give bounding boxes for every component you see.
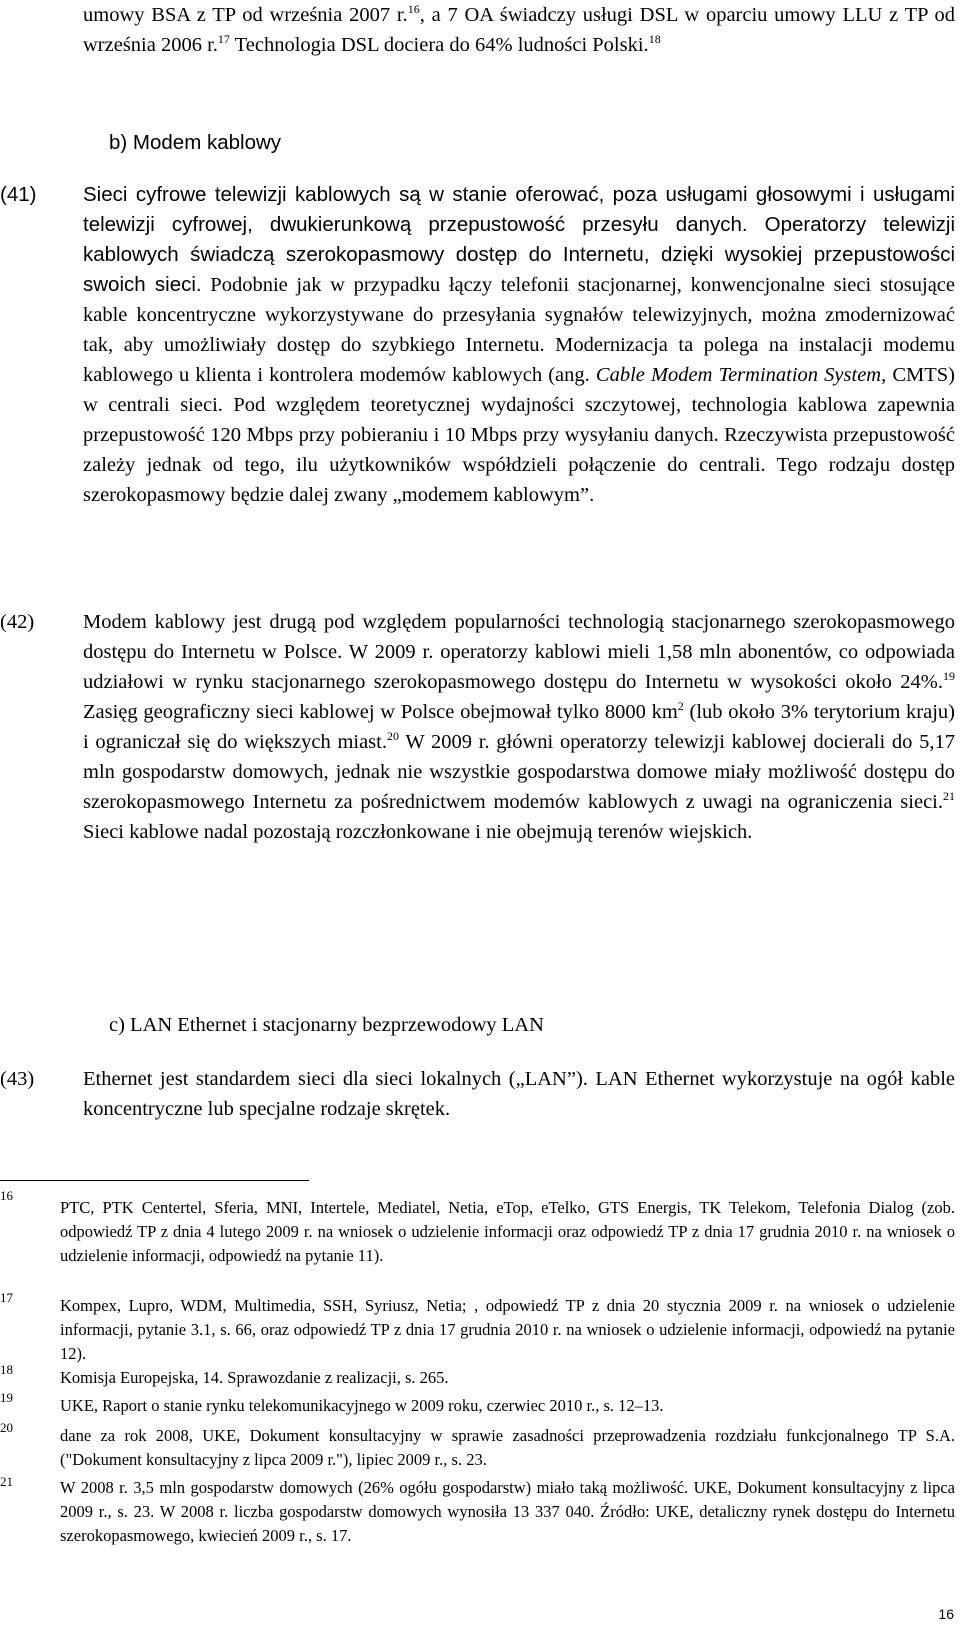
footnote-18: Komisja Europejska, 14. Sprawozdanie z realizacji, s. 265. (60, 1368, 449, 1387)
footnote-ref-20[interactable]: 20 (386, 729, 399, 744)
paragraph-42-text-1: Modem kablowy jest drugą pod względem popularności technologią stacjonarnego szerokopasmowego dostępu do Internetu w Polsce. W 2009 r. operatorzy kablowi mieli 1,58 mln abonentów, co odpowiada udziałowi w rynku stacjonarnego szerokopasmowego dostępu do Internetu w wysokości około 24%. (83, 611, 955, 693)
footnote-number-16: 16 (0, 1188, 13, 1203)
paragraph-41-italic-term: Cable Modem Termination System (595, 364, 882, 386)
footnote-ref-19[interactable]: 19 (943, 669, 955, 684)
footnote-16: PTC, PTK Centertel, Sferia, MNI, Intertele, Mediatel, Netia, eTop, eTelko, GTS Energis, TK Telekom, Telefonia Dialog (zob. odpowiedź TP z dnia 4 lutego 2009 r. na wniosek o udzielenie informacji oraz odpowiedź TP z dnia 17 grudnia 2010 r. na wniosek o udzielenie informacji, odpowiedź na pytanie 11). (60, 1198, 955, 1265)
paragraph-42-text-3: (lub około 3% terytorium kraju) i ograniczał się do większych miast. (83, 701, 955, 753)
paragraph-number-42: (42) (0, 611, 35, 633)
paragraph-number-41: (41) (0, 183, 37, 206)
footnote-number-18: 18 (0, 1362, 13, 1377)
paragraph-42 (83, 607, 955, 847)
footnote-ref-18[interactable]: 18 (648, 32, 661, 47)
footnote-ref-16[interactable]: 16 (407, 2, 420, 17)
intro-text-3: Technologia DSL dociera do 64% ludności Polski. (229, 34, 649, 56)
footnote-number-17: 17 (0, 1290, 13, 1305)
footnote-21: W 2008 r. 3,5 mln gospodarstw domowych (26% ogółu gospodarstw) miało taką możliwość. UKE, Dokument konsultacyjny z lipca 2009 r., s. 23. W 2008 r. liczba gospodarstw domowych wynosiła 13 337 040. Źródło: UKE, detaliczny rynek dostępu do Internetu szerokopasmowego, kwiecień 2009 r., s. 17. (60, 1478, 955, 1545)
intro-paragraph (83, 0, 955, 60)
footnote-17: Kompex, Lupro, WDM, Multimedia, SSH, Syriusz, Netia; , odpowiedź TP z dnia 20 stycznia 2009 r. na wniosek o udzielenie informacji, pytanie 3.1, s. 66, oraz odpowiedź TP z dnia 17 grudnia 2010 r. na wniosek o udzielenie informacji, odpowiedź na pytanie 12). (60, 1296, 955, 1363)
paragraph-42-text-4: W 2009 r. główni operatorzy telewizji kablowej docierali do 5,17 mln gospodarstw domowych, jednak nie wszystkie gospodarstwa domowe miały możliwość dostępu do szerokopasmowego Internetu za pośrednictwem modemów kablowych z uwagi na ograniczenia sieci. (83, 731, 955, 813)
paragraph-number-43: (43) (0, 1068, 35, 1090)
section-heading-b: b) Modem kablowy (109, 131, 282, 154)
footnote-number-21: 21 (0, 1474, 13, 1489)
footnote-number-19: 19 (0, 1390, 13, 1405)
paragraph-41-text-2: Podobnie jak w przypadku łączy telefonii stacjonarnej, konwencjonalne sieci stosujące kable koncentryczne wykorzystywane do przesyłania sygnałów telewizyjnych, można zmodernizować tak, aby umożliwiały dostęp do szybkiego Internetu. Modernizacja ta polega na instalacji modemu kablowego u klienta i kontrolera modemów kablowych (ang. (83, 274, 955, 386)
footnote-number-20: 20 (0, 1420, 13, 1435)
paragraph-41-text-3: , CMTS) w centrali sieci. Pod względem teoretycznej wydajności szczytowej, technologia kablowa zapewnia przepustowość 120 Mbps przy pobieraniu i 10 Mbps przy wysyłaniu danych. Rzeczywista przepustowość zależy jednak od tego, ilu użytkowników współdzieli połączenie do centrali. Tego rodzaju dostęp szerokopasmowy będzie dalej zwany „modemem kablowym”. (83, 364, 956, 506)
footnote-19: UKE, Raport o stanie rynku telekomunikacyjnego w 2009 roku, czerwiec 2010 r., s. 12–13. (60, 1396, 664, 1415)
intro-text-1: umowy BSA z TP od września 2007 r. (83, 4, 408, 26)
paragraph-43: Ethernet jest standardem sieci dla sieci lokalnych („LAN”). LAN Ethernet wykorzystuje na ogół kable koncentryczne lub specjalne rodzaje skrętek. (83, 1068, 955, 1120)
section-heading-c: c) LAN Ethernet i stacjonarny bezprzewodowy LAN (109, 1014, 544, 1036)
page-number: 16 (938, 1606, 954, 1622)
paragraph-41 (83, 180, 955, 510)
footnote-20: dane za rok 2008, UKE, Dokument konsultacyjny w sprawie zasadności przeprowadzenia rozdziału funkcjonalnego TP S.A. ("Dokument konsultacyjny z lipca 2009 r."), lipiec 2009 r., s. 23. (60, 1426, 955, 1469)
superscript-2: 2 (677, 699, 684, 714)
paragraph-41-text-1: Sieci cyfrowe telewizji kablowych są w stanie oferować, poza usługami głosowymi i usługami telewizji cyfrowej, dwukierunkową przepustowość przesyłu danych. Operatorzy telewizji kablowych świadczą szerokopasmowy dostęp do Internetu, dzięki wysokiej przepustowości swoich sieci. (83, 183, 955, 296)
footnote-ref-17[interactable]: 17 (217, 32, 230, 47)
footnote-separator (0, 1180, 309, 1181)
footnote-ref-21[interactable]: 21 (943, 789, 955, 804)
paragraph-42-text-5: Sieci kablowe nadal pozostają rozczłonkowane i nie obejmują terenów wiejskich. (83, 821, 753, 843)
intro-text-2: , a 7 OA świadczy usługi DSL w oparciu umowy LLU z TP od września 2006 r. (83, 4, 955, 56)
paragraph-42-text-2: Zasięg geograficzny sieci kablowej w Polsce obejmował tylko 8000 km (83, 701, 678, 723)
